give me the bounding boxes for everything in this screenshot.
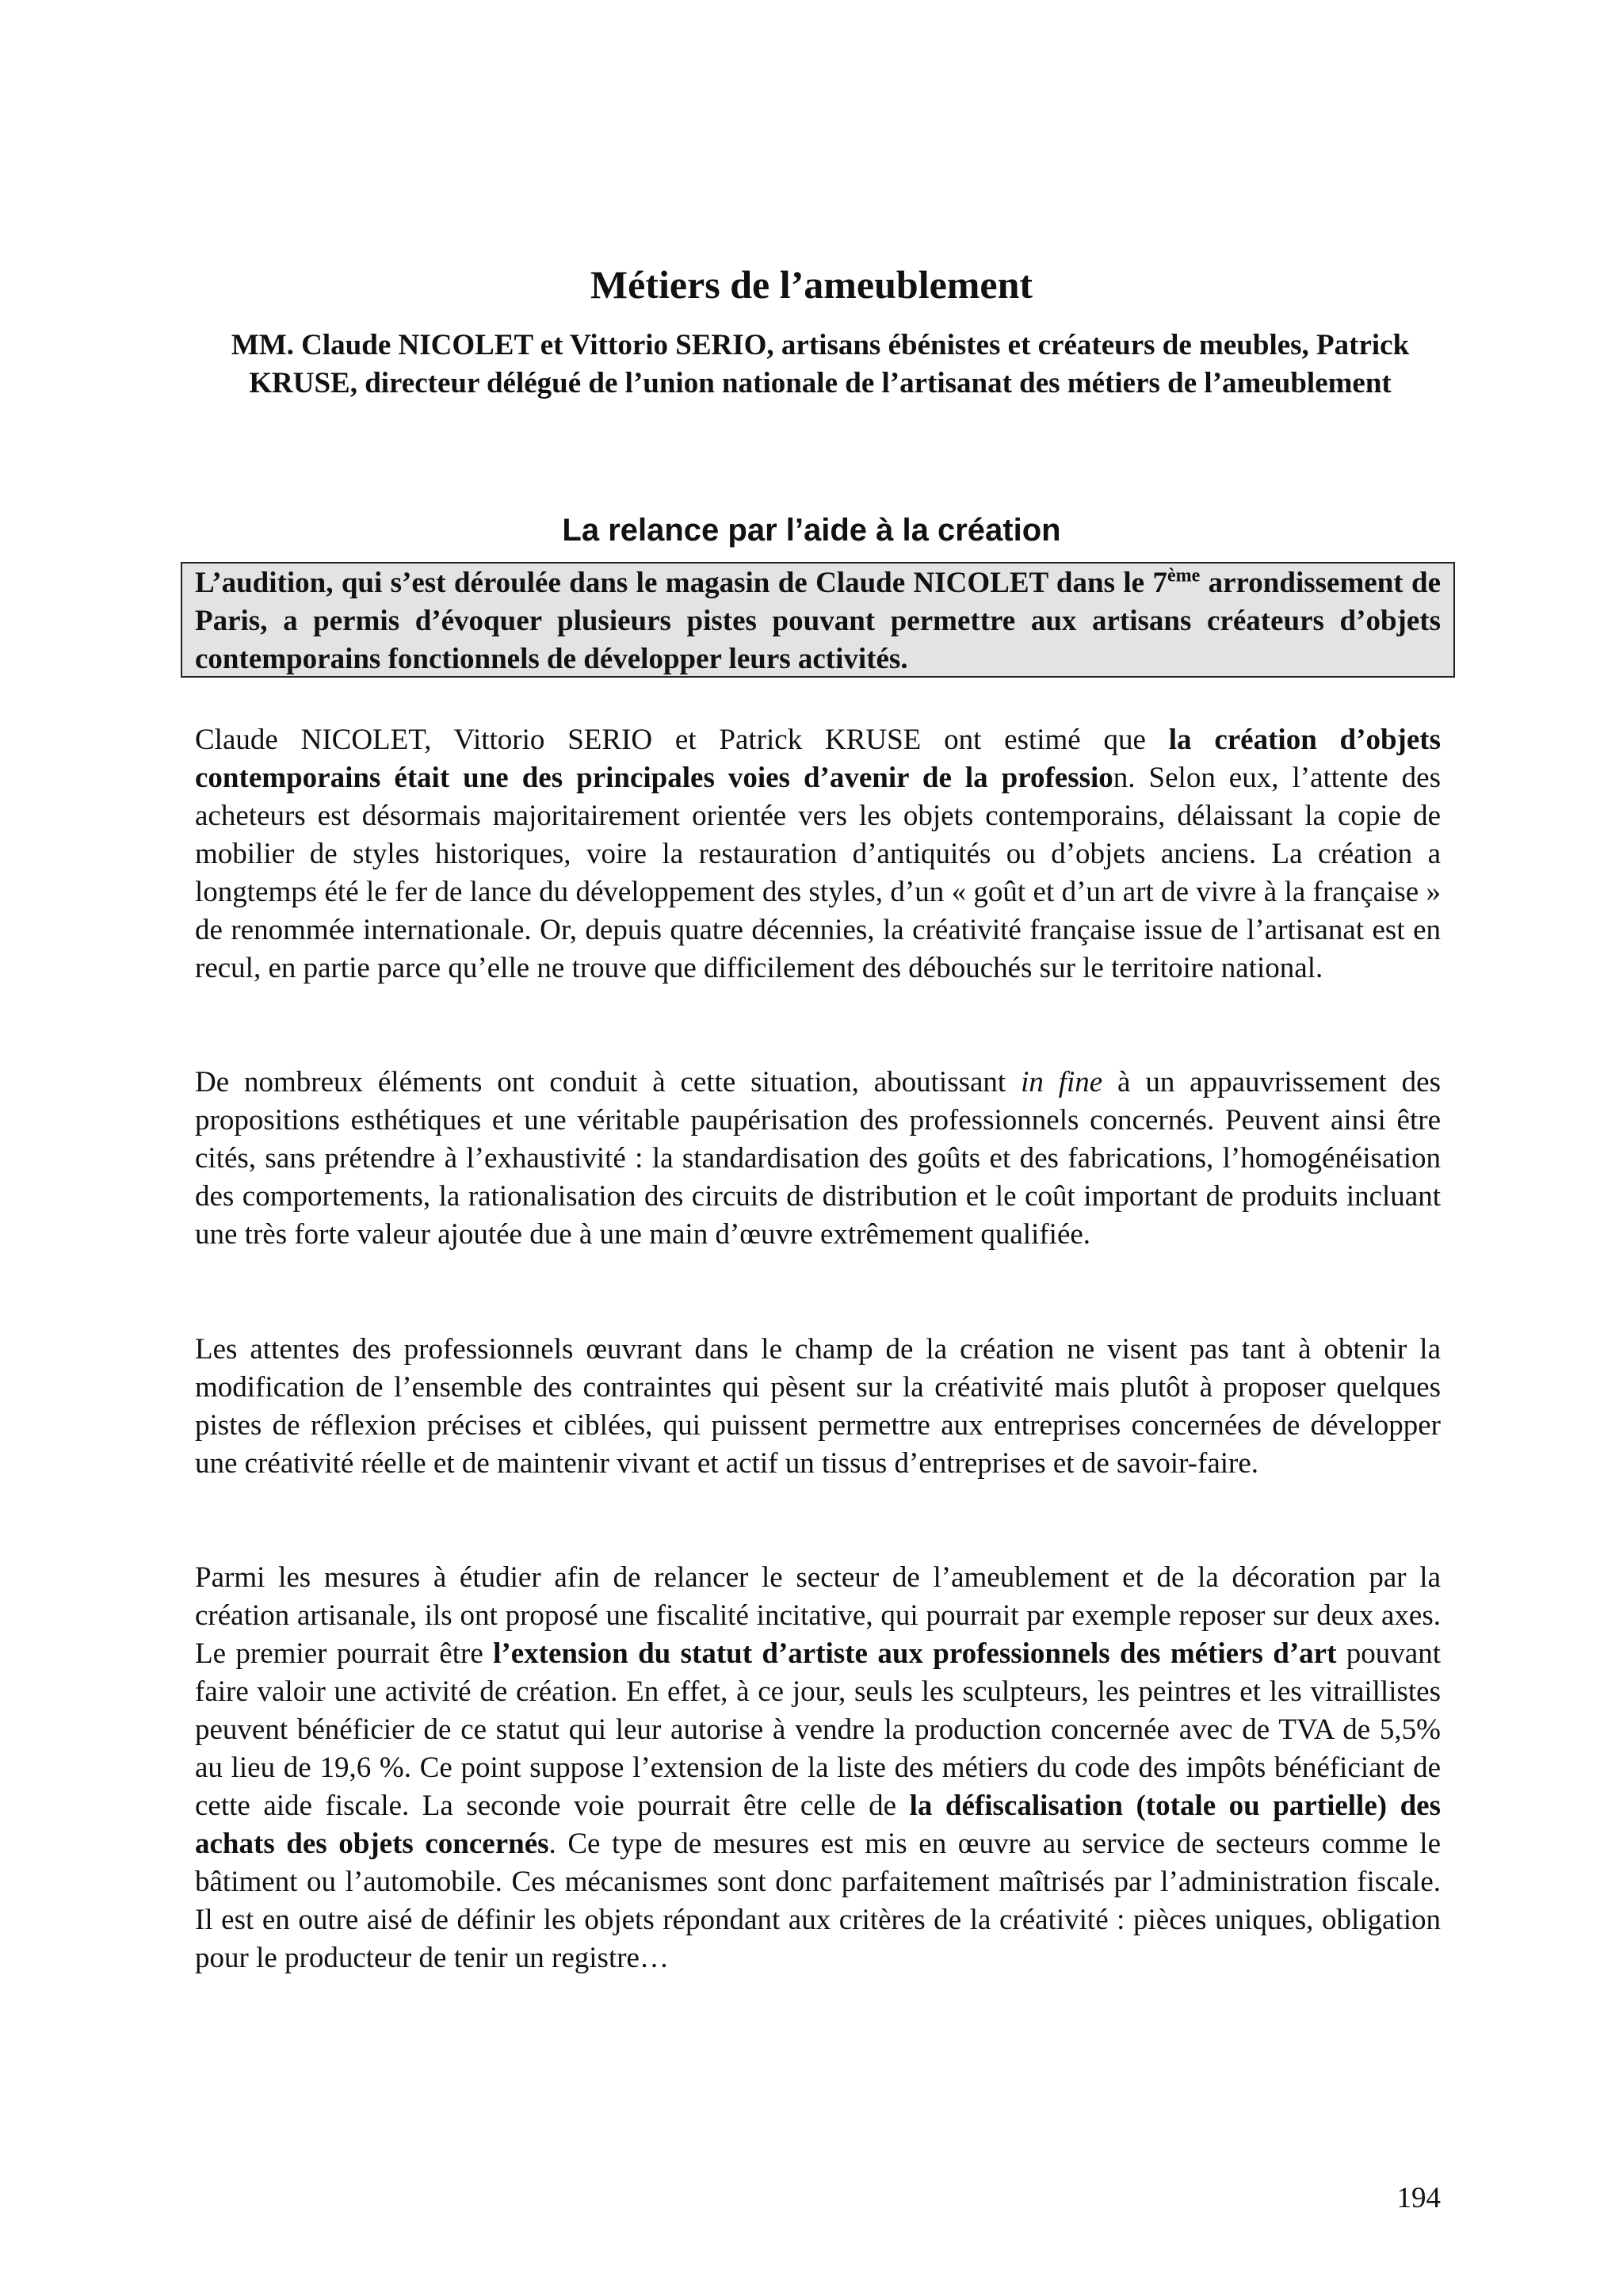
paragraph-3-text: Les attentes des professionnels œuvrant dans le champ de la création ne visent pas tant à obtenir la modification de l’ensemble des contraintes qui pèsent sur la créativité mais plutôt à proposer quelques pistes de réflexion précises et ciblées, qui puissent permettre aux entreprises concernées de développer une créativité réelle et de maintenir vivant et actif un tissus d’entreprises et de savoir-faire. (195, 1333, 1441, 1480)
summary-part-1: L’audition, qui s’est déroulée dans le magasin de Claude NICOLET dans le 7 (195, 567, 1167, 599)
paragraph-1-text-a: Claude NICOLET, Vittorio SERIO et Patrick KRUSE ont estimé que (195, 724, 1169, 756)
paragraph-4-bold-b: la défiscalisation (totale ou partielle) des achats des objets concernés (195, 1790, 1441, 1860)
paragraph-2 (195, 1064, 1441, 1254)
paragraph-4-bold-a: l’extension du statut d’artiste aux professionnels des métiers d’art (493, 1637, 1337, 1670)
paragraph-4 (195, 1559, 1441, 1977)
paragraph-1-bold: la création d’objets contemporains était une des principales voies d’avenir de la professio (195, 724, 1442, 794)
paragraph-4-text-b: pouvant faire valoir une activité de création. En effet, à ce jour, seuls les sculpteurs, les peintres et les vitraillistes peuvent bénéficier de ce statut qui leur autorise à vendre la production concernée avec de TVA de 5,5% au lieu de 19,6 %. Ce point suppose l’extension de la liste des métiers du code des impôts bénéficiant de cette aide fiscale. La seconde voie pourrait être celle de (195, 1637, 1441, 1822)
paragraph-4-text-a: Parmi les mesures à étudier afin de relancer le secteur de l’ameublement et de la décoration par la création artisanale, ils ont proposé une fiscalité incitative, qui pourrait par exemple reposer sur deux axes. Le premier pourrait être (195, 1561, 1441, 1670)
paragraph-4-text-c: . Ce type de mesures est mis en œuvre au service de secteurs comme le bâtiment ou l’automobile. Ces mécanismes sont donc parfaitement maîtrisés par l’administration fiscale. Il est en outre aisé de définir les objets répondant aux critères de la créativité : pièces uniques, obligation pour le producteur de tenir un registre… (195, 1828, 1441, 1974)
paragraph-3 (195, 1331, 1441, 1483)
paragraph-2-italic: in fine (1021, 1066, 1103, 1098)
page-title: Métiers de l’ameublement (590, 262, 1033, 307)
summary-text (195, 564, 1441, 678)
speakers-heading: MM. Claude NICOLET et Vittorio SERIO, artisans ébénistes et créateurs de meubles, Patrick KRUSE, directeur délégué de l’union nationale de l’artisanat des métiers de l’ameublement (231, 329, 1410, 399)
paragraph-2-text-a: De nombreux éléments ont conduit à cette situation, aboutissant (195, 1066, 1022, 1098)
summary-superscript: ème (1167, 565, 1201, 586)
section-subtitle: La relance par l’aide à la création (562, 513, 1061, 548)
page-number: 194 (1396, 2182, 1441, 2214)
paragraph-2-text-b: à un appauvrissement des propositions esthétiques et une véritable paupérisation des professionnels concernés. Peuvent ainsi être cités, sans prétendre à l’exhaustivité : la standardisation des goûts et des fabrications, l’homogénéisation des comportements, la rationalisation des circuits de distribution et le coût important de produits incluant une très forte valeur ajoutée due à une main d’œuvre extrêmement qualifiée. (195, 1066, 1441, 1251)
paragraph-1-text-b: n. Selon eux, l’attente des acheteurs est désormais majoritairement orientée vers les objets contemporains, délaissant la copie de mobilier de styles historiques, voire la restauration d’antiquités ou d’objets anciens. La création a longtemps été le fer de lance du développement des styles, d’un « goût et d’un art de vivre à la française » de renommée internationale. Or, depuis quatre décennies, la créativité française issue de l’artisanat est en recul, en partie parce qu’elle ne trouve que difficilement des débouchés sur le territoire national. (195, 762, 1441, 984)
paragraph-1 (195, 721, 1441, 988)
summary-part-2: arrondissement de Paris, a permis d’évoquer plusieurs pistes pouvant permettre aux artisans créateurs d’objets contemporains fonctionnels de développer leurs activités. (195, 567, 1441, 675)
